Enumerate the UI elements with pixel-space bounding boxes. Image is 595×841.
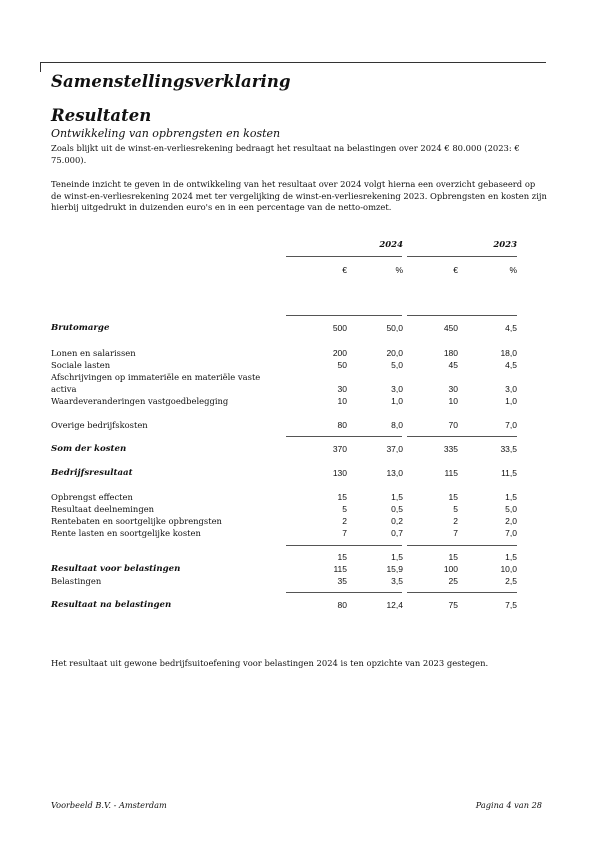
header-rule-current (286, 256, 402, 257)
percent-previous: 7,5 (505, 600, 517, 610)
row-label: Bedrijfsresultaat (51, 468, 133, 478)
table-rule (407, 592, 517, 593)
table-row (51, 383, 521, 395)
amount-previous: 30 (448, 384, 458, 394)
table-row (51, 515, 521, 527)
amount-current: 15 (337, 552, 347, 562)
percent-previous: 1,5 (505, 552, 517, 562)
header-rule (40, 62, 546, 63)
percent-current: 3,5 (391, 576, 403, 586)
intro-paragraph: Zoals blijkt uit de winst-en-verliesrekening bedraagt het resultaat na belastingen over 2024 € 80.000 (2023: € 75.000). (51, 143, 520, 165)
percent-previous: 10,0 (500, 564, 517, 574)
amount-previous: 70 (448, 420, 458, 430)
table-rule (286, 315, 402, 316)
percent-current: 20,0 (386, 348, 403, 358)
table-row (51, 527, 521, 539)
percent-previous: 11,5 (501, 468, 517, 478)
unit-amount-current: € (342, 265, 347, 275)
row-label: Sociale lasten (51, 360, 111, 370)
amount-current: 5 (342, 504, 347, 514)
amount-current: 130 (332, 468, 347, 478)
row-label: Afschrijvingen op immateriële en materiële vaste (51, 372, 261, 382)
amount-current: 35 (337, 576, 347, 586)
percent-previous: 1,5 (505, 492, 517, 502)
amount-previous: 15 (448, 492, 458, 502)
percent-current: 0,7 (391, 528, 403, 538)
amount-current: 30 (337, 384, 347, 394)
table-row (51, 359, 521, 371)
table-rule (407, 436, 517, 437)
amount-previous: 100 (443, 564, 458, 574)
amount-previous: 10 (448, 396, 458, 406)
header-rule-previous (407, 256, 517, 257)
table-row (51, 322, 521, 334)
row-label: Belastingen (51, 576, 102, 586)
document-title: Samenstellingsverklaring (51, 72, 291, 91)
unit-percent-previous: % (509, 265, 517, 275)
percent-previous: 4,5 (505, 323, 517, 333)
table-row (51, 443, 521, 455)
amount-current: 10 (337, 396, 347, 406)
amount-previous: 15 (448, 552, 458, 562)
table-row (51, 503, 521, 515)
amount-previous: 450 (443, 323, 458, 333)
row-label: Rente lasten en soortgelijke kosten (51, 528, 201, 538)
row-label: Overige bedrijfskosten (51, 420, 148, 430)
amount-current: 200 (332, 348, 347, 358)
row-label: Resultaat voor belastingen (51, 564, 181, 574)
percent-current: 0,2 (391, 516, 403, 526)
unit-percent-current: % (395, 265, 403, 275)
amount-previous: 45 (448, 360, 458, 370)
percent-current: 50,0 (386, 323, 403, 333)
unit-amount-previous: € (453, 265, 458, 275)
explanation-paragraph: Teneinde inzicht te geven in de ontwikkeling van het resultaat over 2024 volgt hierna een overzicht gebaseerd op de winst-en-verliesrekening 2024 met ter vergelijking de winst-en-verliesrekening 2023. Opbrengsten en kosten zijn hierbij uitgedrukt in duizenden euro's en in een percentage van de netto-omzet. (51, 179, 547, 213)
table-row (51, 599, 521, 611)
amount-current: 2 (342, 516, 347, 526)
column-year-previous: 2023 (493, 240, 517, 250)
percent-previous: 2,0 (505, 516, 517, 526)
row-label: Brutomarge (51, 323, 110, 333)
amount-current: 15 (337, 492, 347, 502)
percent-previous: 33,5 (500, 444, 517, 454)
header-rule-tick (40, 62, 41, 72)
percent-previous: 5,0 (505, 504, 517, 514)
amount-previous: 2 (453, 516, 458, 526)
amount-previous: 5 (453, 504, 458, 514)
amount-previous: 335 (443, 444, 458, 454)
percent-current: 12,4 (386, 600, 403, 610)
footer-company: Voorbeeld B.V. - Amsterdam (51, 800, 167, 810)
percent-current: 13,0 (386, 468, 403, 478)
row-label: Lonen en salarissen (51, 348, 136, 358)
percent-previous: 4,5 (505, 360, 517, 370)
percent-current: 15,9 (386, 564, 403, 574)
percent-current: 1,5 (391, 552, 403, 562)
section-title: Resultaten (51, 106, 152, 125)
table-row (51, 347, 521, 359)
table-rule (407, 545, 517, 546)
table-row (51, 563, 521, 575)
amount-previous: 25 (448, 576, 458, 586)
row-label: Som der kosten (51, 444, 127, 454)
amount-previous: 7 (453, 528, 458, 538)
percent-previous: 18,0 (500, 348, 517, 358)
footer-page-number: Pagina 4 van 28 (475, 800, 542, 810)
row-label: activa (51, 384, 77, 394)
amount-current: 115 (333, 564, 347, 574)
table-row (51, 467, 521, 479)
amount-current: 370 (332, 444, 347, 454)
row-label: Resultaat deelnemingen (51, 504, 155, 514)
percent-current: 0,5 (391, 504, 403, 514)
subheading: Ontwikkeling van opbrengsten en kosten (51, 127, 281, 140)
amount-previous: 75 (448, 600, 458, 610)
amount-current: 500 (332, 323, 347, 333)
column-year-current: 2024 (379, 240, 403, 250)
table-row (51, 491, 521, 503)
percent-current: 3,0 (391, 384, 403, 394)
amount-current: 80 (337, 420, 347, 430)
amount-previous: 115 (444, 468, 458, 478)
percent-previous: 3,0 (505, 384, 517, 394)
row-label: Opbrengst effecten (51, 492, 133, 502)
percent-previous: 7,0 (505, 420, 517, 430)
amount-current: 50 (337, 360, 347, 370)
percent-current: 1,5 (391, 492, 403, 502)
percent-current: 5,0 (391, 360, 403, 370)
percent-current: 1,0 (391, 396, 403, 406)
amount-current: 80 (337, 600, 347, 610)
table-rule (286, 436, 402, 437)
row-label: Rentebaten en soortgelijke opbrengsten (51, 516, 222, 526)
table-rule (286, 545, 402, 546)
conclusion-paragraph: Het resultaat uit gewone bedrijfsuitoefening voor belastingen 2024 is ten opzichte van 2023 gestegen. (51, 658, 489, 668)
amount-previous: 180 (443, 348, 458, 358)
percent-previous: 7,0 (505, 528, 517, 538)
table-row (51, 551, 521, 563)
percent-previous: 2,5 (505, 576, 517, 586)
table-row (51, 575, 521, 587)
percent-current: 37,0 (386, 444, 403, 454)
table-row (51, 419, 521, 431)
table-rule (407, 315, 517, 316)
table-rule (286, 592, 402, 593)
row-label: Waardeveranderingen vastgoedbelegging (51, 396, 229, 406)
percent-current: 8,0 (391, 420, 403, 430)
row-label: Resultaat na belastingen (51, 600, 172, 610)
percent-previous: 1,0 (505, 396, 517, 406)
amount-current: 7 (342, 528, 347, 538)
table-row (51, 371, 521, 383)
table-row (51, 395, 521, 407)
